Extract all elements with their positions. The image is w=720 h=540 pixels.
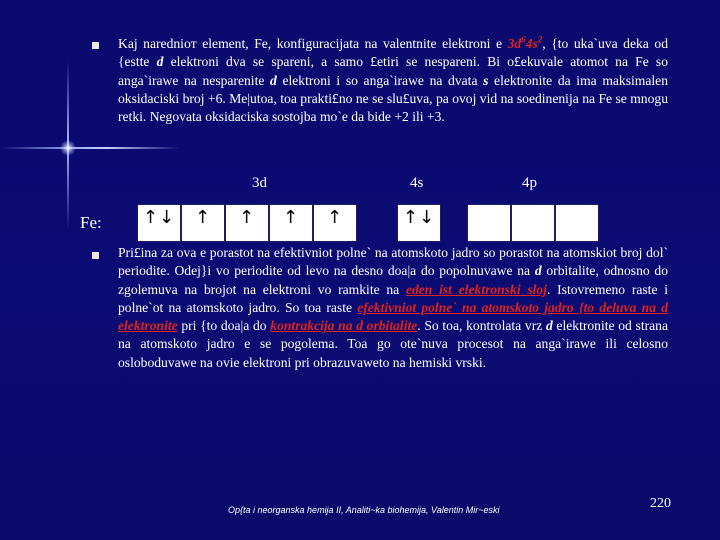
orbital-box-4s: ↑↓ — [397, 204, 441, 242]
para2-text-d: pri {to doa|a do — [177, 318, 271, 334]
orbital-box-3d-3: ↑ — [225, 204, 269, 242]
orbital-box-4p-1 — [467, 204, 511, 242]
para2-text-a: Pri£ina za ova e porastot na efektivniot polne` na atomskoto jadro so porastot na atomskiot broj dol` periodite. Odej}i vo periodite od levo na desno doa|a do popolnuvawe na — [118, 245, 668, 279]
para2-text-c: . Istovremeno raste i polne`ot na atomskoto jadro. So toa raste — [118, 281, 668, 315]
orbital-box-3d-4: ↑ — [269, 204, 313, 242]
page-number: 220 — [650, 496, 671, 511]
config-3d-sup: 6 — [521, 34, 526, 45]
para2-highlight-effective-charge: efektivniot polne` na atomskoto jadro {to deluva na d elektronite — [118, 299, 669, 334]
orbital-label-4s: 4s — [410, 175, 424, 191]
para1-text-b: , {to uka`uva deka od {estte — [118, 36, 668, 70]
orbital-box-3d-1: ↑↓ — [137, 204, 181, 242]
config-4s-sup: 2 — [537, 34, 543, 45]
config-3d-label: 3d — [507, 36, 522, 51]
lens-flare-horizontal — [0, 147, 180, 149]
para2-highlight-contraction: kontrakcija na d orbitalite — [270, 318, 418, 334]
para1-d-bold-1: d — [156, 54, 164, 70]
lens-flare-core — [60, 140, 76, 156]
para2-text-b: orbitalite, odnosno do zgolemuva na brojot na elektroni vo ramkite na — [118, 263, 668, 297]
para1-text-e: elektronite da ima maksimalen oksidaciski broj +6. Me|utoa, toa prakti£no ne se slu£uva, pa ovoj vid na soedinenija na Fe se mnogu retki. Negovata oksidaciska sostojba mo`e da bide +2 ili +3. — [118, 72, 669, 125]
para2-highlight-same-shell: eden ist elektronski sloj — [405, 281, 547, 297]
paragraph-explanation — [118, 244, 668, 372]
orbital-box-4p-2 — [511, 204, 555, 242]
orbital-box-4p-3 — [555, 204, 599, 242]
orbital-box-3d-5: ↑ — [313, 204, 357, 242]
para1-text-c: elektroni dva se spareni, a samo £etiri se nespareni. Bi o£ekuvale atomot na Fe so anga`irawe na nesparenite — [118, 54, 668, 88]
footer-citation: Op{ta i neorganska hemija II, Analiti~ka biohemija, Valentin Mir~eski — [228, 505, 500, 515]
config-4s-label: 4s — [525, 36, 538, 51]
para1-s-bold: s — [483, 72, 489, 88]
orbital-label-3d: 3d — [252, 175, 267, 191]
para2-text-e: . So toa, kontrolata vrz — [417, 318, 546, 334]
bullet-square-icon — [92, 42, 99, 49]
paragraph-configuration — [118, 35, 668, 126]
para1-text-a: Kaj narednioт element, Fe, konfiguracijata na valentnite elektroni e — [118, 36, 508, 51]
para2-d-bold-2: d — [545, 318, 553, 334]
para2-text-f: elektronite od strana na atomskoto jadro e se pogolema. Toa go ote`nuva procesot na anga`irawe ili celosno osloboduvawe na ovie elektroni pri obrazuvaweto na hemiski vrski. — [118, 318, 668, 370]
config-3d — [508, 36, 543, 51]
orbital-label-4p: 4p — [522, 175, 537, 191]
orbital-box-3d-2: ↑ — [181, 204, 225, 242]
bullet-square-icon — [92, 252, 99, 259]
para1-d-bold-2: d — [270, 72, 277, 88]
para2-d-bold-1: d — [534, 263, 542, 279]
para1-text-d: elektroni i so anga`irawe na dvata — [276, 72, 484, 88]
atom-label-fe: Fe: — [80, 213, 102, 232]
